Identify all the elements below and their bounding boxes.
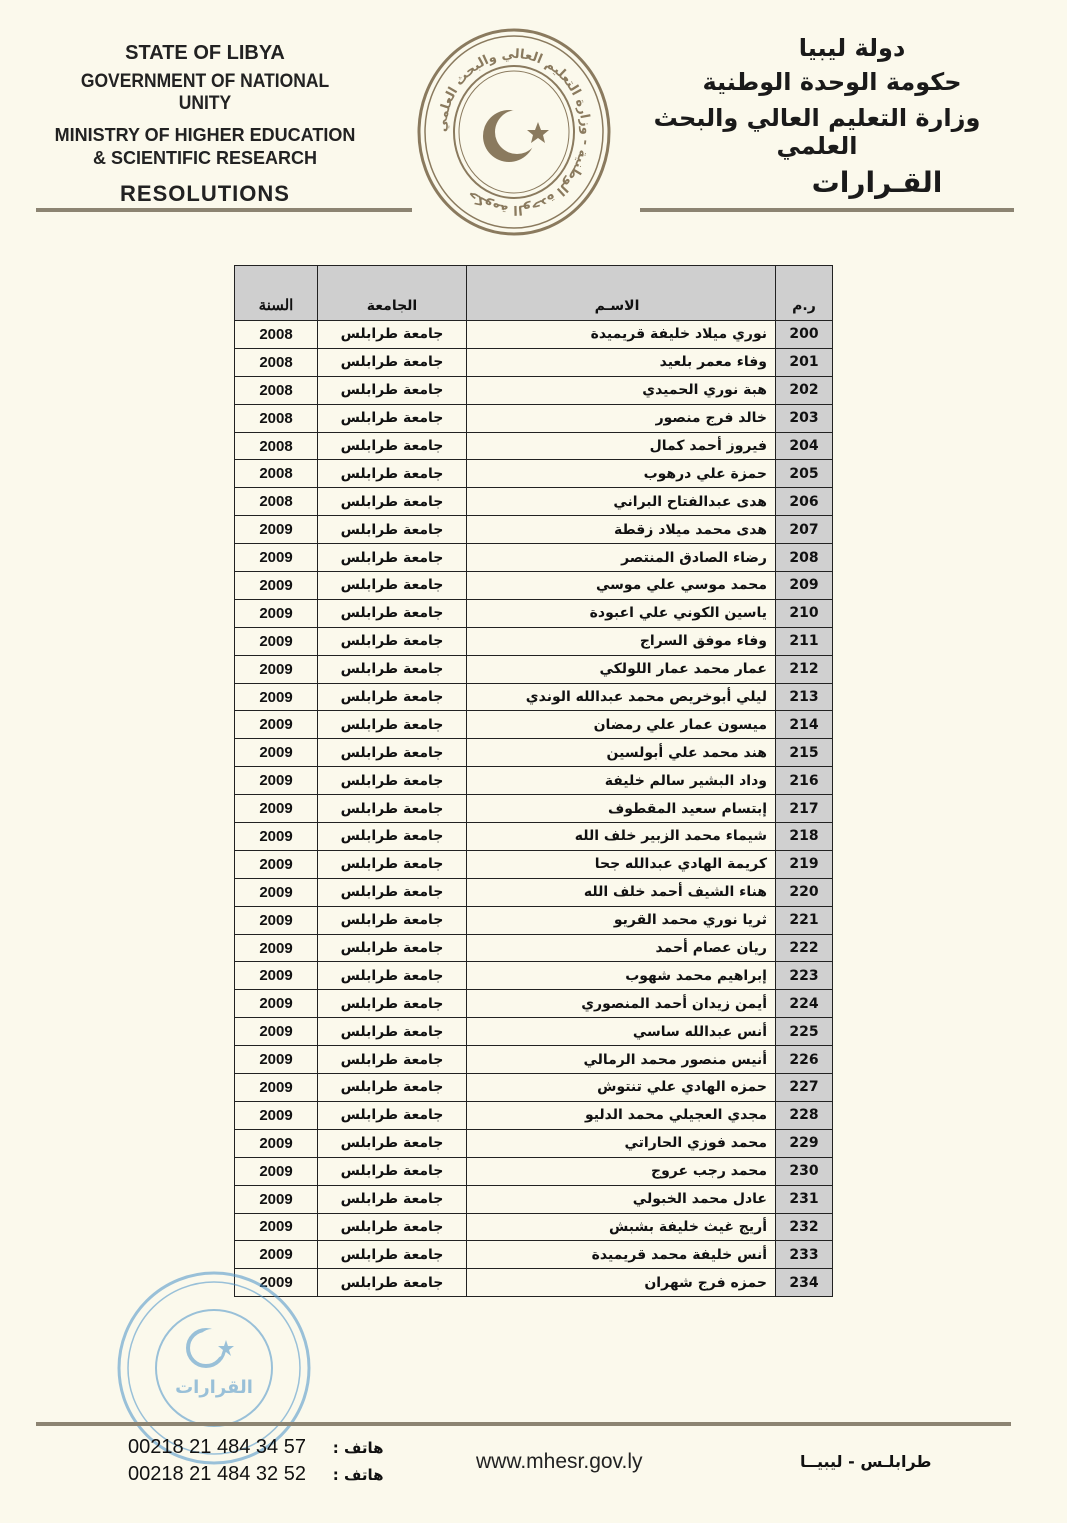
state-name-en: STATE OF LIBYA	[125, 42, 285, 64]
phone-number: 00218 21 484 34 57	[128, 1436, 306, 1458]
cell-year: 2009	[235, 823, 318, 851]
cell-university: جامعة طرابلس	[318, 934, 467, 962]
cell-university: جامعة طرابلس	[318, 1046, 467, 1074]
cell-num: 207	[776, 516, 833, 544]
column-header-year: السنة	[235, 266, 318, 321]
cell-university: جامعة طرابلس	[318, 1074, 467, 1102]
cell-num: 233	[776, 1241, 833, 1269]
phone-label: هاتف :	[332, 1466, 384, 1484]
cell-num: 229	[776, 1129, 833, 1157]
cell-year: 2008	[235, 432, 318, 460]
cell-num: 221	[776, 906, 833, 934]
stamp-text: القرارات	[175, 1377, 253, 1398]
cell-university: جامعة طرابلس	[318, 1018, 467, 1046]
header-english	[40, 40, 370, 207]
cell-num: 208	[776, 544, 833, 572]
header-rule-right	[640, 208, 1014, 212]
cell-name: خالد فرج منصور	[467, 404, 776, 432]
cell-name: أنيس منصور محمد الرمالي	[467, 1046, 776, 1074]
cell-university: جامعة طرابلس	[318, 767, 467, 795]
cell-name: إبتسام سعيد المقطوف	[467, 795, 776, 823]
cell-name: ياسين الكوني علي اعبودة	[467, 599, 776, 627]
cell-num: 226	[776, 1046, 833, 1074]
cell-num: 228	[776, 1101, 833, 1129]
cell-name: عادل محمد الخبولي	[467, 1185, 776, 1213]
table-row	[235, 878, 833, 906]
cell-num: 202	[776, 376, 833, 404]
cell-num: 217	[776, 795, 833, 823]
cell-name: وفاء موفق السراج	[467, 627, 776, 655]
table-row	[235, 1241, 833, 1269]
cell-university: جامعة طرابلس	[318, 823, 467, 851]
cell-name: هدى عبدالفتاح البراني	[467, 488, 776, 516]
cell-year: 2009	[235, 1046, 318, 1074]
cell-name: محمد رجب عروج	[467, 1157, 776, 1185]
cell-num: 201	[776, 348, 833, 376]
cell-year: 2009	[235, 878, 318, 906]
cell-university: جامعة طرابلس	[318, 1101, 467, 1129]
table-row	[235, 572, 833, 600]
cell-name: ريان عصام أحمد	[467, 934, 776, 962]
cell-name: هند محمد علي أبولسين	[467, 739, 776, 767]
table-row	[235, 683, 833, 711]
cell-name: ميسون عمار علي رمضان	[467, 711, 776, 739]
table-row	[235, 1101, 833, 1129]
table-row	[235, 655, 833, 683]
cell-year: 2009	[235, 990, 318, 1018]
cell-university: جامعة طرابلس	[318, 990, 467, 1018]
cell-name: شيماء محمد الزبير خلف الله	[467, 823, 776, 851]
cell-num: 204	[776, 432, 833, 460]
cell-university: جامعة طرابلس	[318, 655, 467, 683]
cell-name: رضاء الصادق المنتصر	[467, 544, 776, 572]
government-name-ar: حكومة الوحدة الوطنية	[702, 68, 962, 96]
cell-university: جامعة طرابلس	[318, 1269, 467, 1297]
table-row	[235, 1129, 833, 1157]
department-name-ar: القـرارات	[811, 166, 943, 199]
cell-year: 2009	[235, 1129, 318, 1157]
table-body	[235, 321, 833, 1297]
cell-year: 2008	[235, 488, 318, 516]
table-row	[235, 1213, 833, 1241]
header-arabic	[627, 34, 1007, 199]
cell-year: 2009	[235, 1213, 318, 1241]
cell-university: جامعة طرابلس	[318, 376, 467, 404]
cell-num: 200	[776, 321, 833, 349]
cell-year: 2009	[235, 627, 318, 655]
cell-university: جامعة طرابلس	[318, 1185, 467, 1213]
cell-year: 2009	[235, 934, 318, 962]
cell-university: جامعة طرابلس	[318, 460, 467, 488]
table-row	[235, 488, 833, 516]
cell-university: جامعة طرابلس	[318, 488, 467, 516]
cell-num: 231	[776, 1185, 833, 1213]
cell-name: مجدي العجيلي محمد الدليو	[467, 1101, 776, 1129]
cell-year: 2009	[235, 572, 318, 600]
cell-year: 2009	[235, 906, 318, 934]
table-row	[235, 1157, 833, 1185]
seal-text: حكومة الوحدة الوطنية - وزارة التعليم العالي والبحث العلمي	[434, 46, 594, 218]
cell-name: فيروز أحمد كمال	[467, 432, 776, 460]
cell-university: جامعة طرابلس	[318, 404, 467, 432]
table-row	[235, 460, 833, 488]
cell-num: 203	[776, 404, 833, 432]
table-row	[235, 850, 833, 878]
table-row	[235, 432, 833, 460]
website-link[interactable]: www.mhesr.gov.ly	[476, 1450, 643, 1473]
ministry-name-ar: وزارة التعليم العالي والبحث العلمي	[653, 104, 981, 160]
cell-num: 224	[776, 990, 833, 1018]
cell-year: 2008	[235, 321, 318, 349]
cell-name: حمزة علي درهوب	[467, 460, 776, 488]
cell-num: 215	[776, 739, 833, 767]
cell-university: جامعة طرابلس	[318, 739, 467, 767]
header-rule-left	[36, 208, 412, 212]
cell-num: 225	[776, 1018, 833, 1046]
cell-name: كريمة الهادي عبدالله جحا	[467, 850, 776, 878]
table-row	[235, 823, 833, 851]
column-header-university: الجامعة	[318, 266, 467, 321]
cell-num: 211	[776, 627, 833, 655]
table-row	[235, 1018, 833, 1046]
footer-city: طرابلـس - ليبيــا	[800, 1452, 932, 1471]
cell-num: 212	[776, 655, 833, 683]
cell-num: 210	[776, 599, 833, 627]
cell-year: 2009	[235, 1018, 318, 1046]
table-row	[235, 1269, 833, 1297]
cell-year: 2009	[235, 1269, 318, 1297]
cell-name: إبراهيم محمد شهوب	[467, 962, 776, 990]
cell-name: حمزه فرج شهران	[467, 1269, 776, 1297]
table-row	[235, 1074, 833, 1102]
government-name-en: GOVERNMENT OF NATIONAL UNITY	[80, 71, 330, 114]
cell-name: حمزه الهادي علي تنتوش	[467, 1074, 776, 1102]
cell-num: 213	[776, 683, 833, 711]
cell-year: 2009	[235, 1185, 318, 1213]
cell-name: هبة نوري الحميدي	[467, 376, 776, 404]
table-row	[235, 627, 833, 655]
cell-num: 222	[776, 934, 833, 962]
ministry-name-en-line1: MINISTRY OF HIGHER EDUCATION	[54, 125, 356, 145]
cell-university: جامعة طرابلس	[318, 432, 467, 460]
cell-year: 2009	[235, 1074, 318, 1102]
cell-year: 2009	[235, 1101, 318, 1129]
table-row	[235, 404, 833, 432]
cell-university: جامعة طرابلس	[318, 711, 467, 739]
cell-num: 214	[776, 711, 833, 739]
table-row	[235, 711, 833, 739]
crescent-star-icon	[483, 110, 549, 162]
state-name-ar: دولة ليبيا	[798, 34, 906, 62]
phone-label: هاتف :	[332, 1439, 384, 1457]
cell-year: 2008	[235, 348, 318, 376]
cell-name: أنس عبدالله ساسي	[467, 1018, 776, 1046]
cell-university: جامعة طرابلس	[318, 599, 467, 627]
table-row	[235, 376, 833, 404]
cell-university: جامعة طرابلس	[318, 795, 467, 823]
cell-num: 218	[776, 823, 833, 851]
table-header-row	[235, 266, 833, 321]
ministry-seal	[416, 26, 612, 238]
cell-year: 2009	[235, 711, 318, 739]
cell-name: ثريا نوري محمد القريو	[467, 906, 776, 934]
cell-university: جامعة طرابلس	[318, 683, 467, 711]
cell-year: 2009	[235, 739, 318, 767]
cell-num: 219	[776, 850, 833, 878]
cell-year: 2009	[235, 1241, 318, 1269]
phone-list	[128, 1436, 384, 1490]
table-row	[235, 962, 833, 990]
table-row	[235, 767, 833, 795]
table-row	[235, 321, 833, 349]
cell-name: محمد فوزي الحاراتي	[467, 1129, 776, 1157]
cell-name: أريج غيث خليفة بشبش	[467, 1213, 776, 1241]
department-name-en: RESOLUTIONS	[120, 181, 290, 206]
footer-rule	[36, 1422, 1011, 1426]
cell-name: وفاء معمر بلعيد	[467, 348, 776, 376]
cell-university: جامعة طرابلس	[318, 572, 467, 600]
cell-num: 232	[776, 1213, 833, 1241]
cell-num: 223	[776, 962, 833, 990]
ministry-name-en-line2: & SCIENTIFIC RESEARCH	[92, 148, 317, 168]
cell-num: 209	[776, 572, 833, 600]
cell-university: جامعة طرابلس	[318, 516, 467, 544]
cell-name: أيمن زيدان أحمد المنصوري	[467, 990, 776, 1018]
table-row	[235, 906, 833, 934]
cell-year: 2009	[235, 683, 318, 711]
cell-year: 2009	[235, 962, 318, 990]
table-row	[235, 795, 833, 823]
cell-university: جامعة طرابلس	[318, 1129, 467, 1157]
cell-name: محمد موسي علي موسي	[467, 572, 776, 600]
column-header-name: الاسـم	[467, 266, 776, 321]
cell-year: 2009	[235, 655, 318, 683]
cell-year: 2009	[235, 1157, 318, 1185]
cell-university: جامعة طرابلس	[318, 1157, 467, 1185]
table-row	[235, 1046, 833, 1074]
cell-year: 2009	[235, 544, 318, 572]
cell-year: 2009	[235, 850, 318, 878]
cell-year: 2008	[235, 460, 318, 488]
stamp-crescent-star-icon	[188, 1329, 234, 1366]
cell-num: 227	[776, 1074, 833, 1102]
cell-university: جامعة طرابلس	[318, 962, 467, 990]
cell-num: 205	[776, 460, 833, 488]
cell-university: جامعة طرابلس	[318, 348, 467, 376]
cell-university: جامعة طرابلس	[318, 1213, 467, 1241]
cell-university: جامعة طرابلس	[318, 878, 467, 906]
cell-university: جامعة طرابلس	[318, 1241, 467, 1269]
table-row	[235, 516, 833, 544]
cell-name: عمار محمد عمار اللولكي	[467, 655, 776, 683]
cell-university: جامعة طرابلس	[318, 544, 467, 572]
cell-name: أنس خليفة محمد قريميدة	[467, 1241, 776, 1269]
cell-year: 2009	[235, 516, 318, 544]
cell-year: 2009	[235, 599, 318, 627]
cell-name: نوري ميلاد خليفة قريميدة	[467, 321, 776, 349]
cell-university: جامعة طرابلس	[318, 627, 467, 655]
cell-num: 216	[776, 767, 833, 795]
cell-name: وداد البشير سالم خليفة	[467, 767, 776, 795]
cell-year: 2009	[235, 767, 318, 795]
cell-university: جامعة طرابلس	[318, 906, 467, 934]
cell-num: 206	[776, 488, 833, 516]
cell-name: ليلي أبوخريص محمد عبدالله الوندي	[467, 683, 776, 711]
table-row	[235, 1185, 833, 1213]
cell-num: 234	[776, 1269, 833, 1297]
table-row	[235, 348, 833, 376]
table-row	[235, 544, 833, 572]
phone-row	[128, 1463, 384, 1490]
cell-num: 230	[776, 1157, 833, 1185]
cell-name: هناء الشيف أحمد خلف الله	[467, 878, 776, 906]
table-row	[235, 934, 833, 962]
cell-university: جامعة طرابلس	[318, 850, 467, 878]
resolutions-table	[234, 265, 833, 1297]
table-row	[235, 599, 833, 627]
cell-num: 220	[776, 878, 833, 906]
cell-year: 2008	[235, 404, 318, 432]
cell-year: 2008	[235, 376, 318, 404]
cell-year: 2009	[235, 795, 318, 823]
cell-name: هدى محمد ميلاد زقطة	[467, 516, 776, 544]
cell-university: جامعة طرابلس	[318, 321, 467, 349]
table-row	[235, 990, 833, 1018]
table-row	[235, 739, 833, 767]
phone-number: 00218 21 484 32 52	[128, 1463, 306, 1485]
column-header-num: ر.م	[776, 266, 833, 321]
phone-row	[128, 1436, 384, 1463]
